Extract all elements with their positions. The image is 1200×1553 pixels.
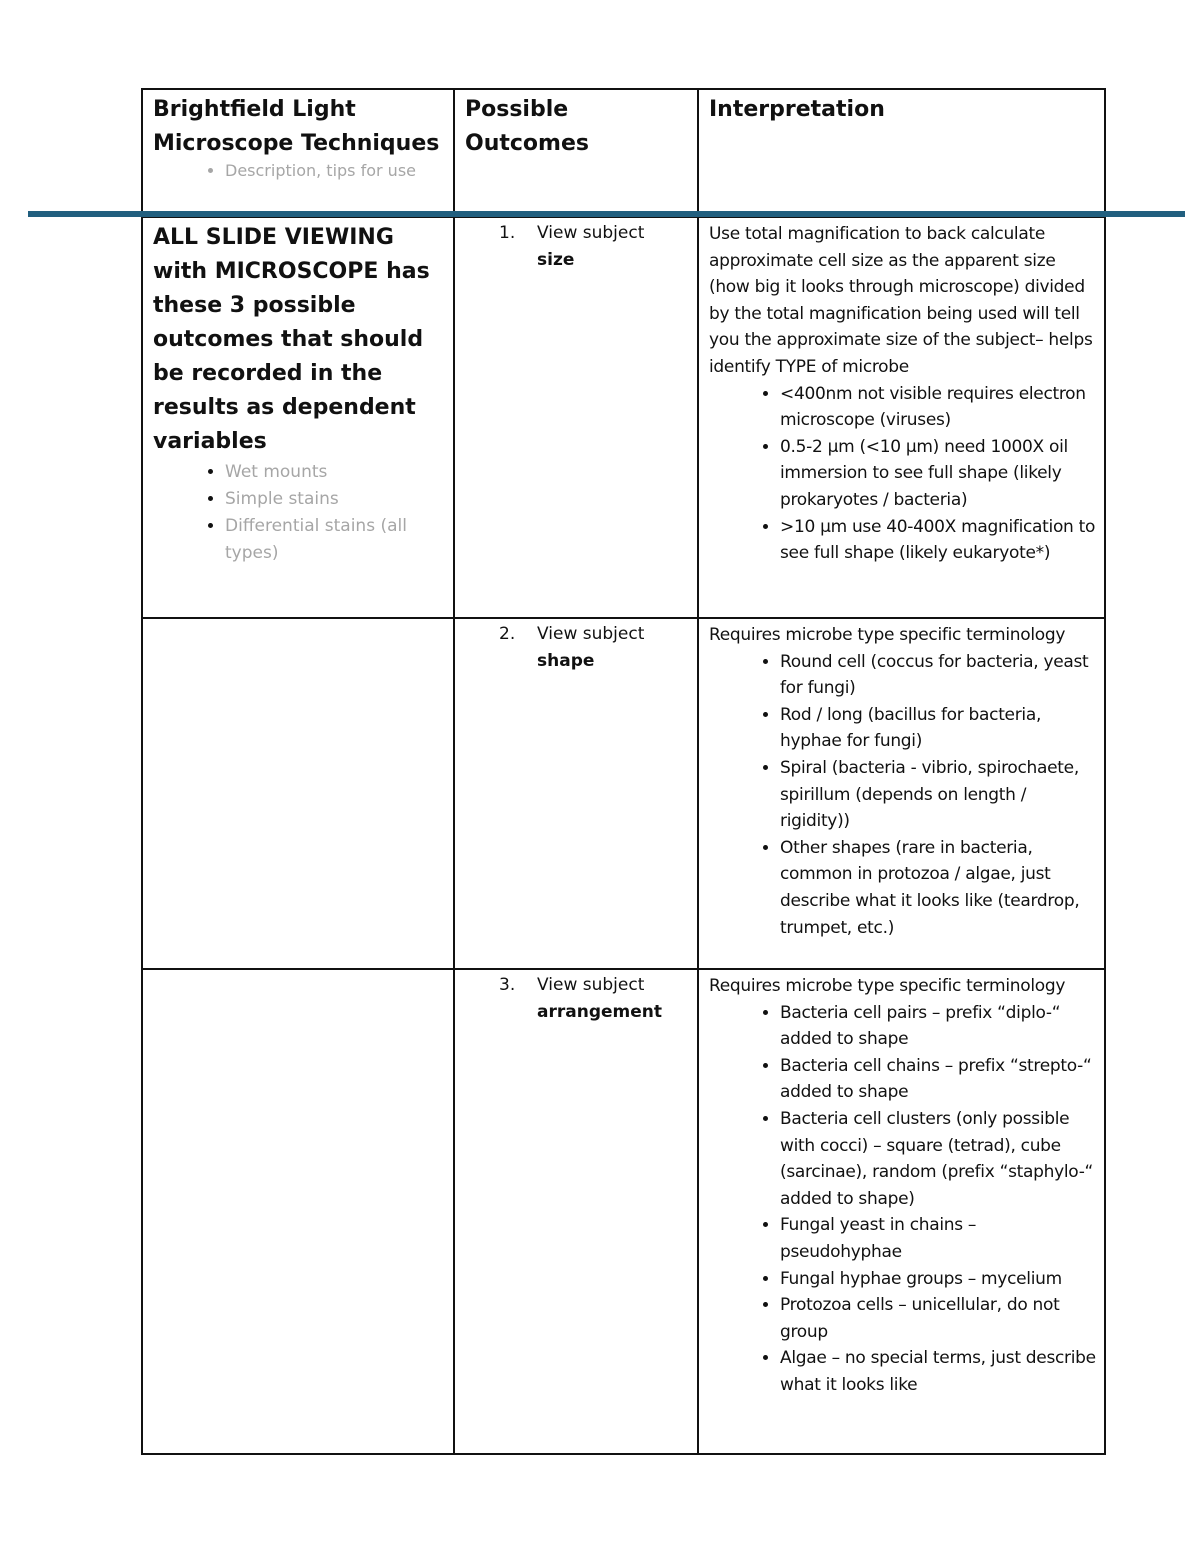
column-title-outcomes: Possible Outcomes xyxy=(465,97,589,156)
outcome-cell xyxy=(454,217,698,618)
outcome-label: View subject xyxy=(537,223,645,243)
outcome-number: 3. xyxy=(499,975,516,995)
slide-type-item: • Wet mounts xyxy=(225,459,445,486)
column-title-techniques: Brightfield Light Microscope Techniques xyxy=(153,97,440,156)
interpretation-bullet: • Other shapes (rare in bacteria, common in protozoa / algae, just describe what it looks like (teardrop, trumpet, etc.) xyxy=(780,835,1096,941)
interpretation-bullet: • Rod / long (bacillus for bacteria, hyphae for fungi) xyxy=(780,702,1096,755)
empty-left-cell xyxy=(142,969,454,1454)
outcome-keyword: shape xyxy=(537,651,595,671)
interpretation-bullet: • Round cell (coccus for bacteria, yeast for fungi) xyxy=(780,649,1096,702)
column-title-interpretation: Interpretation xyxy=(709,97,885,122)
interpretation-bullet: • Fungal yeast in chains – pseudohyphae xyxy=(780,1212,1096,1265)
interpretation-bullet: • 0.5-2 μm (<10 μm) need 1000X oil immersion to see full shape (likely prokaryotes / bacteria) xyxy=(780,434,1096,514)
interpretation-bullet: • Bacteria cell pairs – prefix “diplo-“ added to shape xyxy=(780,1000,1096,1053)
left-description-cell xyxy=(142,217,454,618)
header-subtitle-list xyxy=(153,161,445,181)
interpretation-bullet: • Spiral (bacteria - vibrio, spirochaete, spirillum (depends on length / rigidity)) xyxy=(780,755,1096,835)
slide-type-list xyxy=(153,459,445,567)
outcome-number: 1. xyxy=(499,223,516,243)
outcome-label: View subject xyxy=(537,975,645,995)
interpretation-intro: Requires microbe type specific terminology xyxy=(709,976,1066,996)
outcome-keyword: arrangement xyxy=(537,1002,662,1022)
table-row-size xyxy=(142,217,1105,618)
interpretation-intro: Use total magnification to back calculate approximate cell size as the apparent size (how big it looks through microscope) divided by the total magnification being used will tell you the approximate size of the subject– helps identify TYPE of microbe xyxy=(709,224,1093,377)
interpretation-bullets xyxy=(709,649,1096,942)
outcome-cell xyxy=(454,969,698,1454)
interpretation-bullet: • Bacteria cell clusters (only possible with cocci) – square (tetrad), cube (sarcinae), random (prefix “staphylo-“ added to shape) xyxy=(780,1106,1096,1212)
header-accent-rule xyxy=(28,211,1185,217)
interpretation-bullet: • Fungal hyphae groups – mycelium xyxy=(780,1266,1096,1293)
header-cell-outcomes xyxy=(454,89,698,217)
slide-type-item: • Simple stains xyxy=(225,486,445,513)
header-subtitle: • Description, tips for use xyxy=(225,161,445,181)
interpretation-intro: Requires microbe type specific terminology xyxy=(709,625,1066,645)
interpretation-cell xyxy=(698,969,1105,1454)
interpretation-bullet: • Bacteria cell chains – prefix “strepto-“ added to shape xyxy=(780,1053,1096,1106)
outcome-cell xyxy=(454,618,698,969)
outcome-label: View subject xyxy=(537,624,645,644)
outcome-keyword: size xyxy=(537,250,575,270)
outcome-item xyxy=(465,972,689,1026)
microscope-techniques-table xyxy=(141,88,1106,1455)
interpretation-bullets xyxy=(709,1000,1096,1399)
slide-type-item: • Differential stains (all types) xyxy=(225,513,445,567)
interpretation-bullet: • >10 μm use 40-400X magnification to see full shape (likely eukaryote*) xyxy=(780,514,1096,567)
table-header-row xyxy=(142,89,1105,217)
interpretation-cell xyxy=(698,217,1105,618)
interpretation-bullet: • Algae – no special terms, just describe what it looks like xyxy=(780,1345,1096,1398)
header-cell-interpretation xyxy=(698,89,1105,217)
empty-left-cell xyxy=(142,618,454,969)
table-row-arrangement xyxy=(142,969,1105,1454)
interpretation-bullet: • <400nm not visible requires electron microscope (viruses) xyxy=(780,381,1096,434)
interpretation-bullets xyxy=(709,381,1096,567)
table-row-shape xyxy=(142,618,1105,969)
left-description-text: ALL SLIDE VIEWING with MICROSCOPE has these 3 possible outcomes that should be recorded in the results as dependent variables xyxy=(153,225,430,454)
outcome-item xyxy=(465,220,689,274)
outcome-item xyxy=(465,621,689,675)
header-cell-techniques xyxy=(142,89,454,217)
outcome-number: 2. xyxy=(499,624,516,644)
interpretation-bullet: • Protozoa cells – unicellular, do not group xyxy=(780,1292,1096,1345)
interpretation-cell xyxy=(698,618,1105,969)
